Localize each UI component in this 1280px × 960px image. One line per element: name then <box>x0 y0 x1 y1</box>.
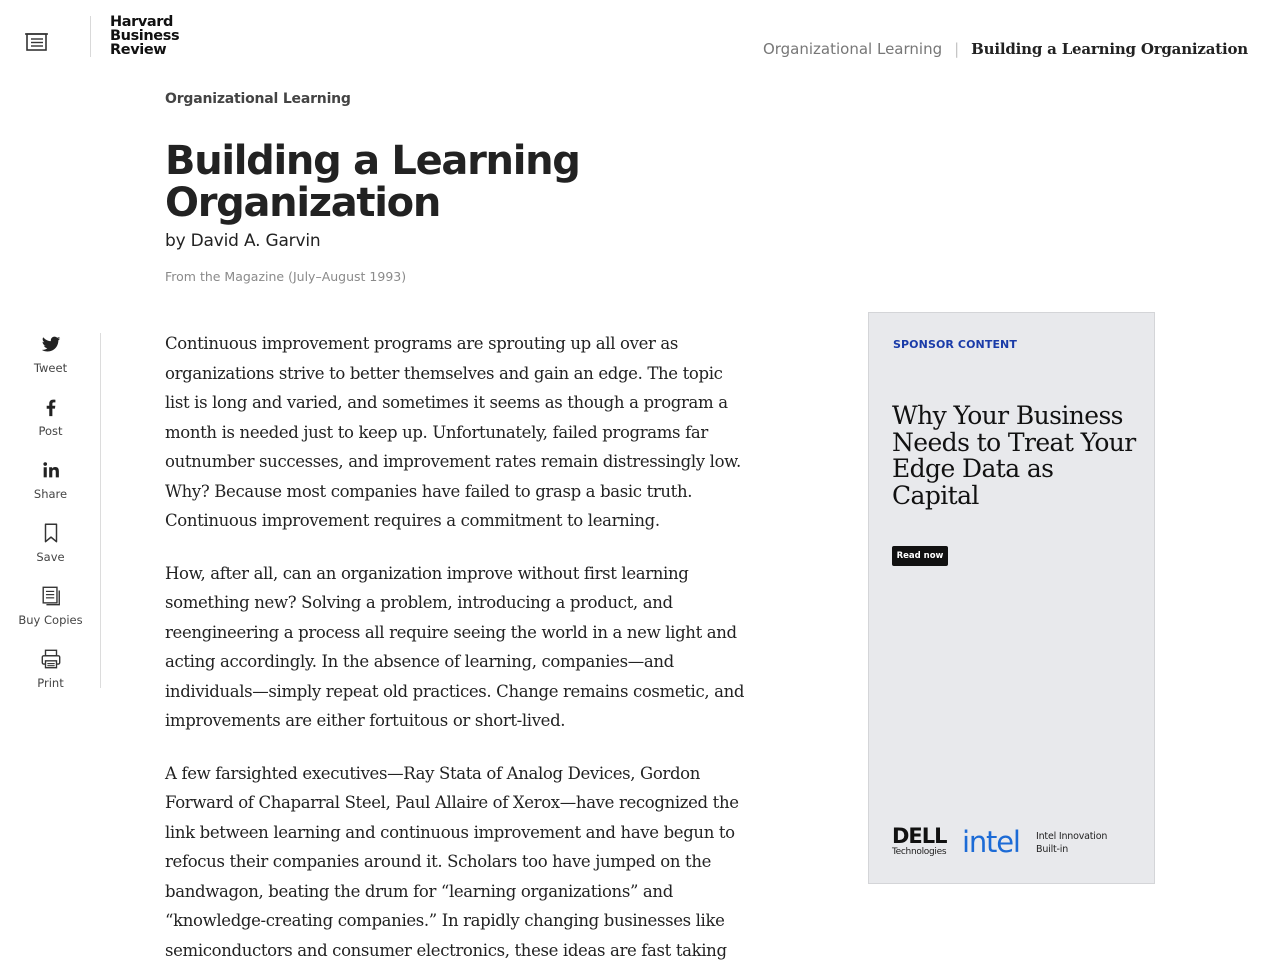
logo-line-3: Review <box>110 42 167 58</box>
menu-icon[interactable] <box>24 31 50 53</box>
intel-logo: intel <box>962 825 1020 859</box>
intel-tagline <box>1036 831 1107 856</box>
breadcrumb-separator: | <box>954 40 960 58</box>
byline <box>165 231 320 251</box>
intel-tagline-line-2: Built-in <box>1036 843 1069 855</box>
article-paragraph: A few farsighted executives—Ray Stata of Analog Devices, Gordon Forward of Chaparral Steel, Paul Allaire of Xerox—have recognized the link between learning and continuous improvement and have begun to refocus their companies around it. Scholars too have jumped on the bandwagon, beating the drum for “learning organizations” and “knowledge-creating companies.” In rapidly changing businesses like semiconductors and consumer electronics, these ideas are fast taking <box>165 763 739 960</box>
read-now-button[interactable]: Read now <box>892 546 948 566</box>
magazine-issue: From the Magazine (July–August 1993) <box>165 269 407 284</box>
article-title: Building a Learning Organization <box>165 138 580 226</box>
breadcrumb-article-title: Building a Learning Organization <box>971 40 1248 58</box>
logo-line-1: Harvard <box>110 14 174 30</box>
breadcrumb <box>763 40 1248 58</box>
printer-icon <box>40 648 62 670</box>
print-button[interactable] <box>0 648 101 690</box>
save-button[interactable] <box>0 522 101 564</box>
topic-link[interactable]: Organizational Learning <box>165 91 351 107</box>
buy-copies-button[interactable] <box>0 585 101 627</box>
header-divider <box>90 16 91 57</box>
share-button[interactable] <box>0 459 101 501</box>
article-body <box>165 329 750 960</box>
print-label: Print <box>37 676 64 690</box>
author-link[interactable]: David A. Garvin <box>190 231 321 251</box>
dell-logo: DELL <box>892 824 947 848</box>
intel-tagline-line-1: Intel Innovation <box>1036 831 1108 842</box>
sponsor-ad[interactable] <box>868 312 1155 884</box>
post-label: Post <box>38 424 63 438</box>
linkedin-icon <box>40 459 62 481</box>
bookmark-icon <box>40 522 62 544</box>
twitter-icon <box>40 333 62 355</box>
post-button[interactable] <box>0 396 101 438</box>
ad-headline[interactable]: Why Your Business Needs to Treat Your Edge Data as Capital <box>892 401 1136 510</box>
article-paragraph: How, after all, can an organization improve without first learning something new? Solving a problem, introducing a product, and reengineering a process all require seeing the world in a new light and acting accordingly. In the absence of learning, companies—and individuals—simply repeat old practices. Change remains cosmetic, and improvements are either fortuitous or short-lived. <box>165 563 745 730</box>
ad-logos <box>892 825 1142 861</box>
copies-icon <box>40 585 62 607</box>
logo-line-2: Business <box>110 28 180 44</box>
article-paragraph: Continuous improvement programs are sprouting up all over as organizations strive to better themselves and gain an edge. The topic list is long and varied, and sometimes it seems as though a program a month is needed just to keep up. Unfortunately, failed programs far outnumber successes, and improvement rates remain distressingly low. Why? Because most companies have failed to grasp a basic truth. Continuous improvement requires a commitment to learning. <box>165 334 741 530</box>
buy-copies-label: Buy Copies <box>18 613 83 627</box>
breadcrumb-topic-link[interactable]: Organizational Learning <box>762 40 943 58</box>
tweet-button[interactable] <box>0 333 101 375</box>
sponsor-content-label: SPONSOR CONTENT <box>893 338 1017 351</box>
save-label: Save <box>36 550 65 564</box>
hbr-logo[interactable] <box>110 15 179 57</box>
share-rail <box>0 333 101 688</box>
tweet-label: Tweet <box>33 361 68 375</box>
site-header <box>0 0 1280 80</box>
share-label: Share <box>33 487 68 501</box>
dell-logo-subtitle: Technologies <box>892 847 947 857</box>
facebook-icon <box>40 396 62 418</box>
byline-prefix: by <box>165 231 191 251</box>
